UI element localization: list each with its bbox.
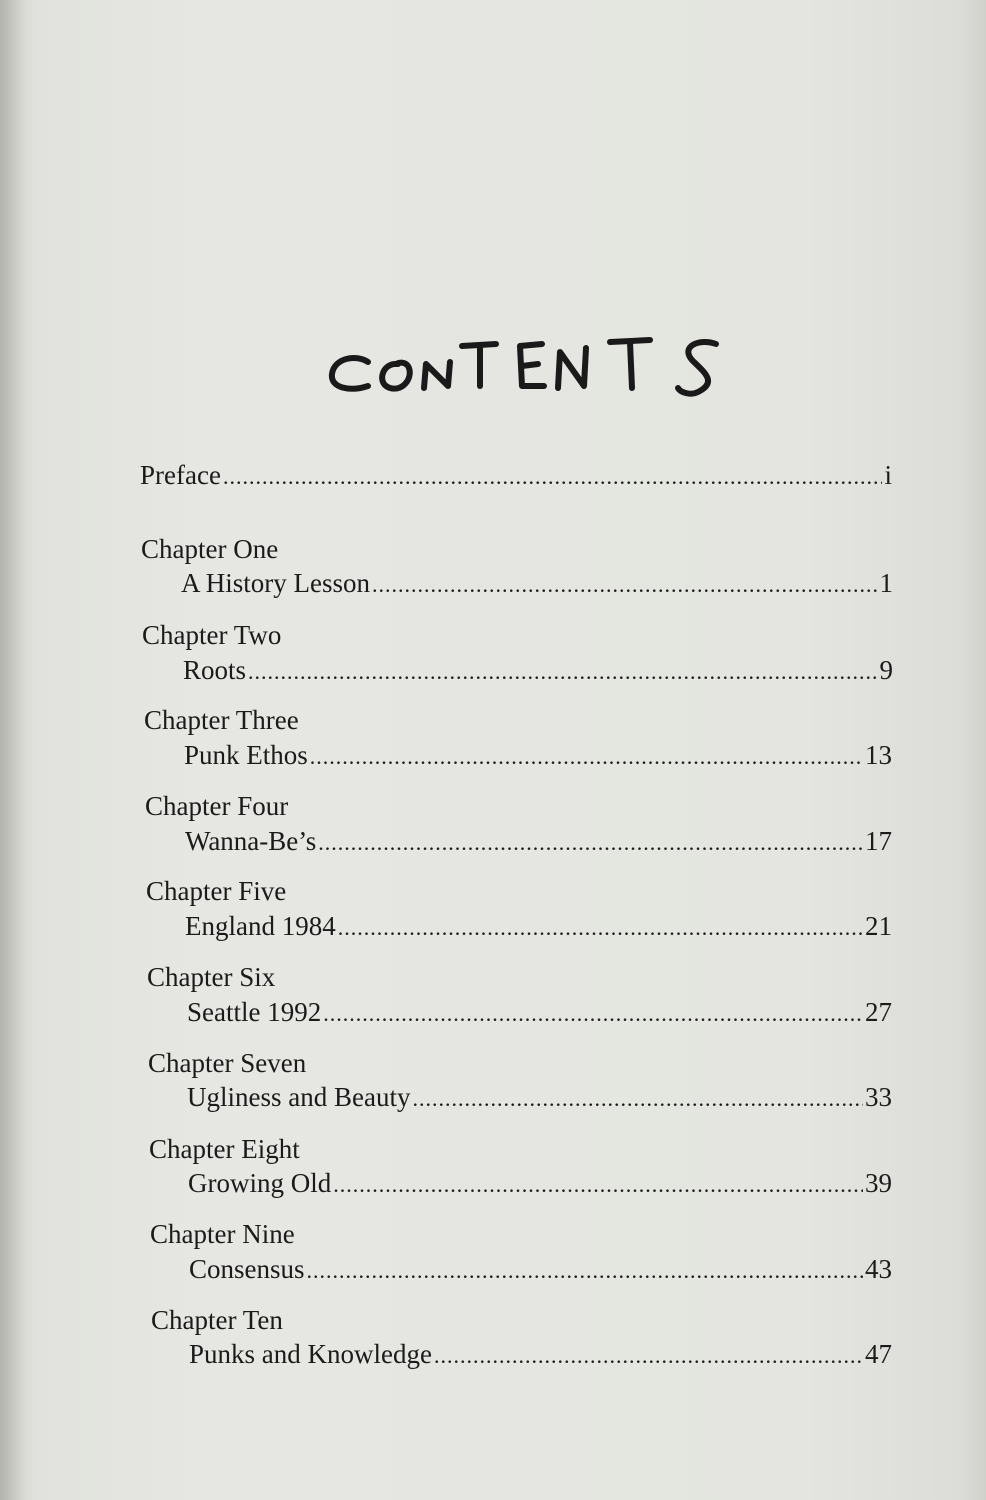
chapter-title-row [187, 997, 892, 1027]
chapter-title: Punk Ethos [184, 740, 308, 770]
chapter-title-row [185, 826, 892, 856]
chapter-label: Chapter Seven [148, 1048, 307, 1078]
dot-leader [333, 1170, 863, 1200]
chapter-page-number: 47 [865, 1339, 892, 1369]
chapter-label: Chapter Two [142, 620, 282, 650]
chapter-page-number: 27 [865, 997, 892, 1027]
chapter-title-row [185, 911, 892, 941]
chapter-title-row [183, 655, 893, 685]
chapter-page-number: 39 [865, 1168, 892, 1198]
chapter-label: Chapter Nine [150, 1219, 295, 1249]
chapter-page-number: 21 [865, 911, 892, 941]
contents-handwriting-logo [320, 322, 740, 402]
dot-leader [310, 742, 863, 772]
preface-title: Preface [140, 460, 221, 490]
chapter-label: Chapter Four [145, 791, 289, 821]
chapter-title-row [188, 1168, 892, 1198]
dot-leader [223, 462, 883, 492]
chapter-title: Seattle 1992 [187, 997, 322, 1027]
dot-leader [412, 1084, 863, 1114]
spine-shadow [0, 0, 26, 1500]
chapter-title: A History Lesson [181, 568, 370, 598]
dot-leader [434, 1341, 863, 1371]
chapter-title: Ugliness and Beauty [187, 1082, 411, 1112]
toc-preface-row[interactable] [140, 460, 892, 490]
dot-leader [323, 999, 863, 1029]
chapter-label: Chapter Six [147, 962, 276, 992]
chapter-title-row [184, 740, 892, 770]
chapter-title: Growing Old [188, 1168, 332, 1198]
chapter-page-number: 1 [879, 568, 893, 598]
chapter-title: Consensus [189, 1254, 305, 1284]
chapter-title-row [189, 1339, 892, 1369]
chapter-title: England 1984 [185, 911, 336, 941]
chapter-label: Chapter Three [144, 705, 299, 735]
chapter-page-number: 13 [865, 740, 892, 770]
preface-page-number: i [884, 460, 892, 490]
chapter-page-number: 33 [865, 1082, 892, 1112]
chapter-label: Chapter One [141, 534, 279, 564]
dot-leader [338, 913, 863, 943]
dot-leader [307, 1256, 863, 1286]
chapter-title-row [189, 1254, 892, 1284]
chapter-title: Punks and Knowledge [189, 1339, 432, 1369]
chapter-title-row [181, 568, 893, 598]
dot-leader [372, 570, 878, 600]
chapter-title: Wanna-Be’s [185, 826, 317, 856]
chapter-page-number: 43 [865, 1254, 892, 1284]
chapter-label: Chapter Eight [149, 1134, 300, 1164]
dot-leader [248, 657, 877, 687]
chapter-page-number: 17 [865, 826, 892, 856]
dot-leader [318, 828, 863, 858]
chapter-page-number: 9 [879, 655, 893, 685]
handwritten-contents-heading [320, 322, 740, 402]
chapter-label: Chapter Ten [151, 1305, 283, 1335]
chapter-title: Roots [183, 655, 247, 685]
chapter-title-row [187, 1082, 892, 1112]
chapter-label: Chapter Five [146, 876, 287, 906]
